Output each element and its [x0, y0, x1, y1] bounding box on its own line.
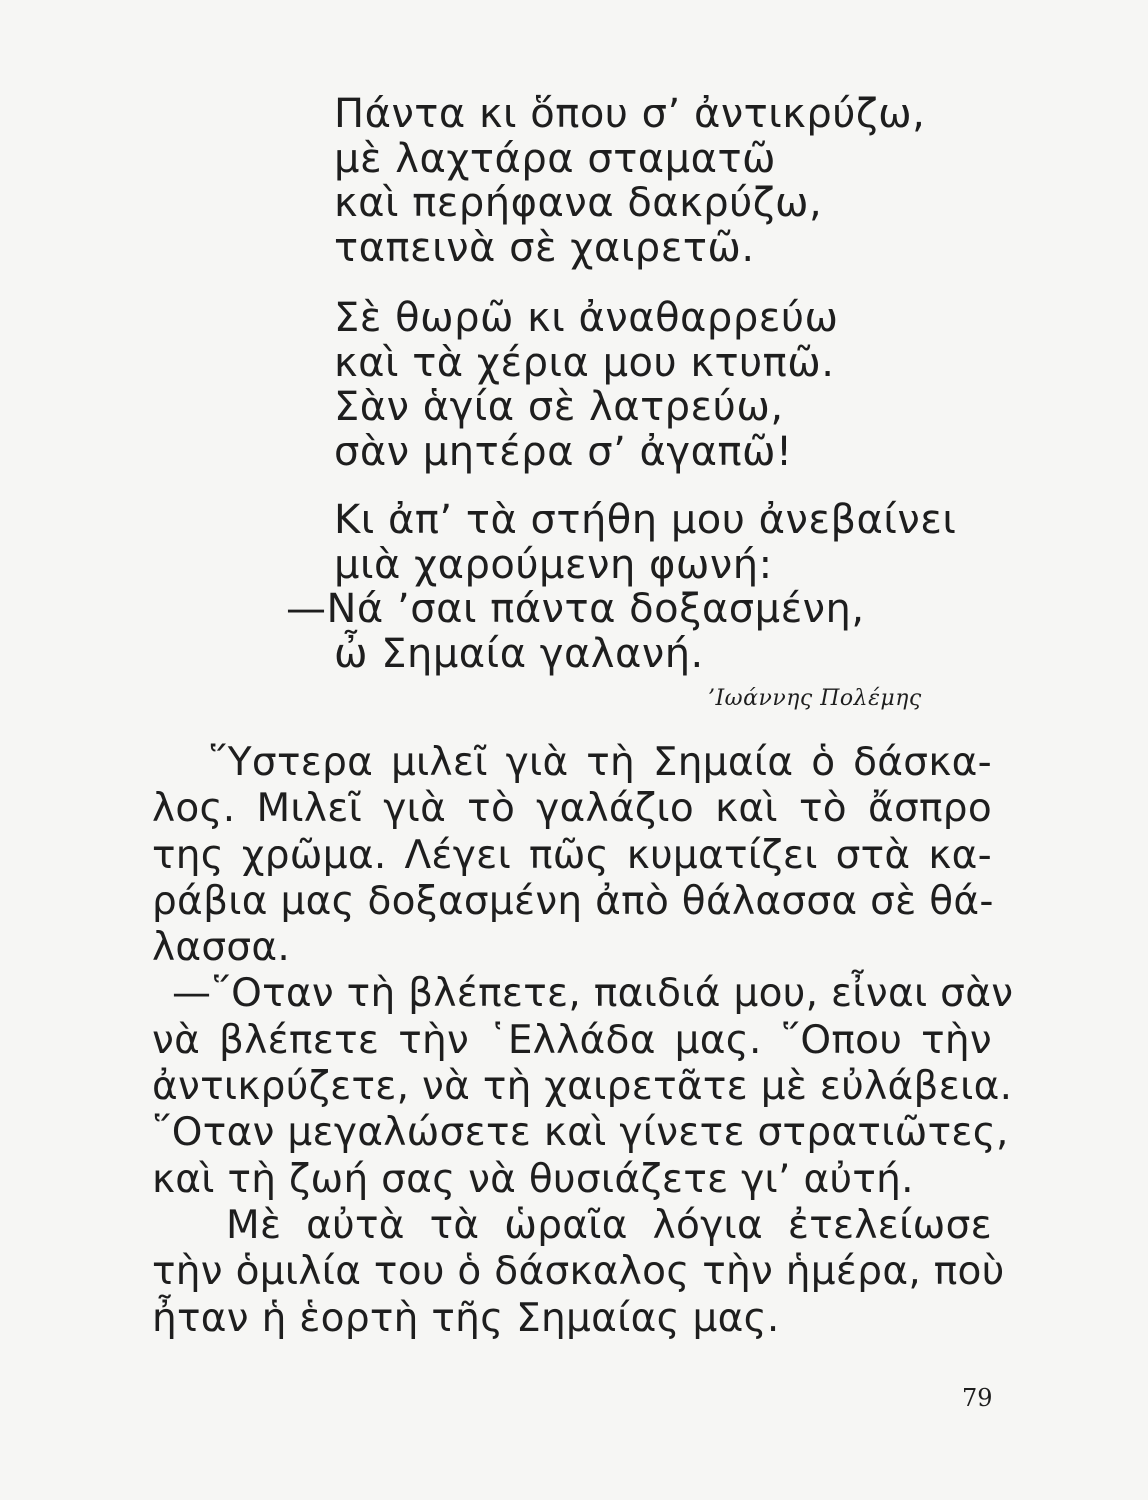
poem-line: καὶ τὰ χέρια μου κτυπῶ. [334, 339, 835, 386]
poem-line: μιὰ χαρούμενη φωνή: [334, 541, 773, 588]
poem [286, 91, 1054, 702]
prose-line: τὴν ὁμιλία του ὁ δάσκαλος τὴν ἡμέρα, ποὺ [152, 1249, 1005, 1295]
poem-author: ’Ιωάννης Πολέμης [708, 686, 922, 711]
poem-line: σὰν μητέρα σ’ ἀγαπῶ! [334, 428, 793, 475]
prose-line: ῞Υστερα μιλεῖ γιὰ τὴ Σημαία ὁ δάσκα- [208, 740, 992, 785]
poem-line: ταπεινὰ σὲ χαιρετῶ. [334, 224, 755, 271]
prose-text [152, 740, 1014, 1342]
poem-line: καὶ περήφανα δακρύζω, [334, 180, 823, 226]
poem-stanza-3 [286, 497, 1054, 677]
prose-line: της χρῶμα. Λέγει πῶς κυματίζει στὰ κα- [152, 832, 992, 878]
page-number: 79 [962, 1384, 993, 1412]
prose-line: λασσα. [152, 925, 291, 971]
prose-line: ῞Οταν μεγαλώσετε καὶ γίνετε στρατιῶτες, [152, 1110, 1009, 1156]
prose-line: ἦταν ἡ ἑορτὴ τῆς Σημαίας μας. [152, 1295, 780, 1341]
poem-stanza-2 [334, 296, 1054, 474]
poem-line: Σὰν ἁγία σὲ λατρεύω, [334, 384, 784, 430]
poem-line: Κι ἀπ’ τὰ στήθη μου ἀνεβαίνει [334, 497, 957, 543]
prose-line: νὰ βλέπετε τὴν ῾Ελλάδα μας. ῞Οπου τὴν [152, 1017, 992, 1063]
poem-line: ὦ Σημαία γαλανή. [334, 630, 704, 677]
prose-line: ράβια μας δοξασμένη ἀπὸ θάλασσα σὲ θά- [152, 878, 994, 924]
poem-line: Σὲ θωρῶ κι ἀναθαρρεύω [334, 295, 839, 341]
prose-line: καὶ τὴ ζωή σας νὰ θυσιάζετε γι’ αὐτή. [152, 1156, 914, 1202]
prose-line: ἀντικρύζετε, νὰ τὴ χαιρετᾶτε μὲ εὐλάβεια. [152, 1064, 1013, 1110]
poem-line: —Νά ’σαι πάντα δοξασμένη, [286, 586, 865, 632]
prose-line: λος. Μιλεῖ γιὰ τὸ γαλάζιο καὶ τὸ ἄσπρο [152, 786, 992, 832]
poem-line: Πάντα κι ὅπου σ’ ἀντικρύζω, [334, 91, 926, 137]
poem-line: μὲ λαχτάρα σταματῶ [334, 135, 777, 182]
prose-line: —῞Οταν τὴ βλέπετε, παιδιά μου, εἶναι σὰν [172, 971, 1014, 1017]
poem-stanza-1 [334, 92, 1054, 270]
prose-line: Μὲ αὐτὰ τὰ ὡραῖα λόγια ἐτελείωσε [226, 1202, 992, 1248]
